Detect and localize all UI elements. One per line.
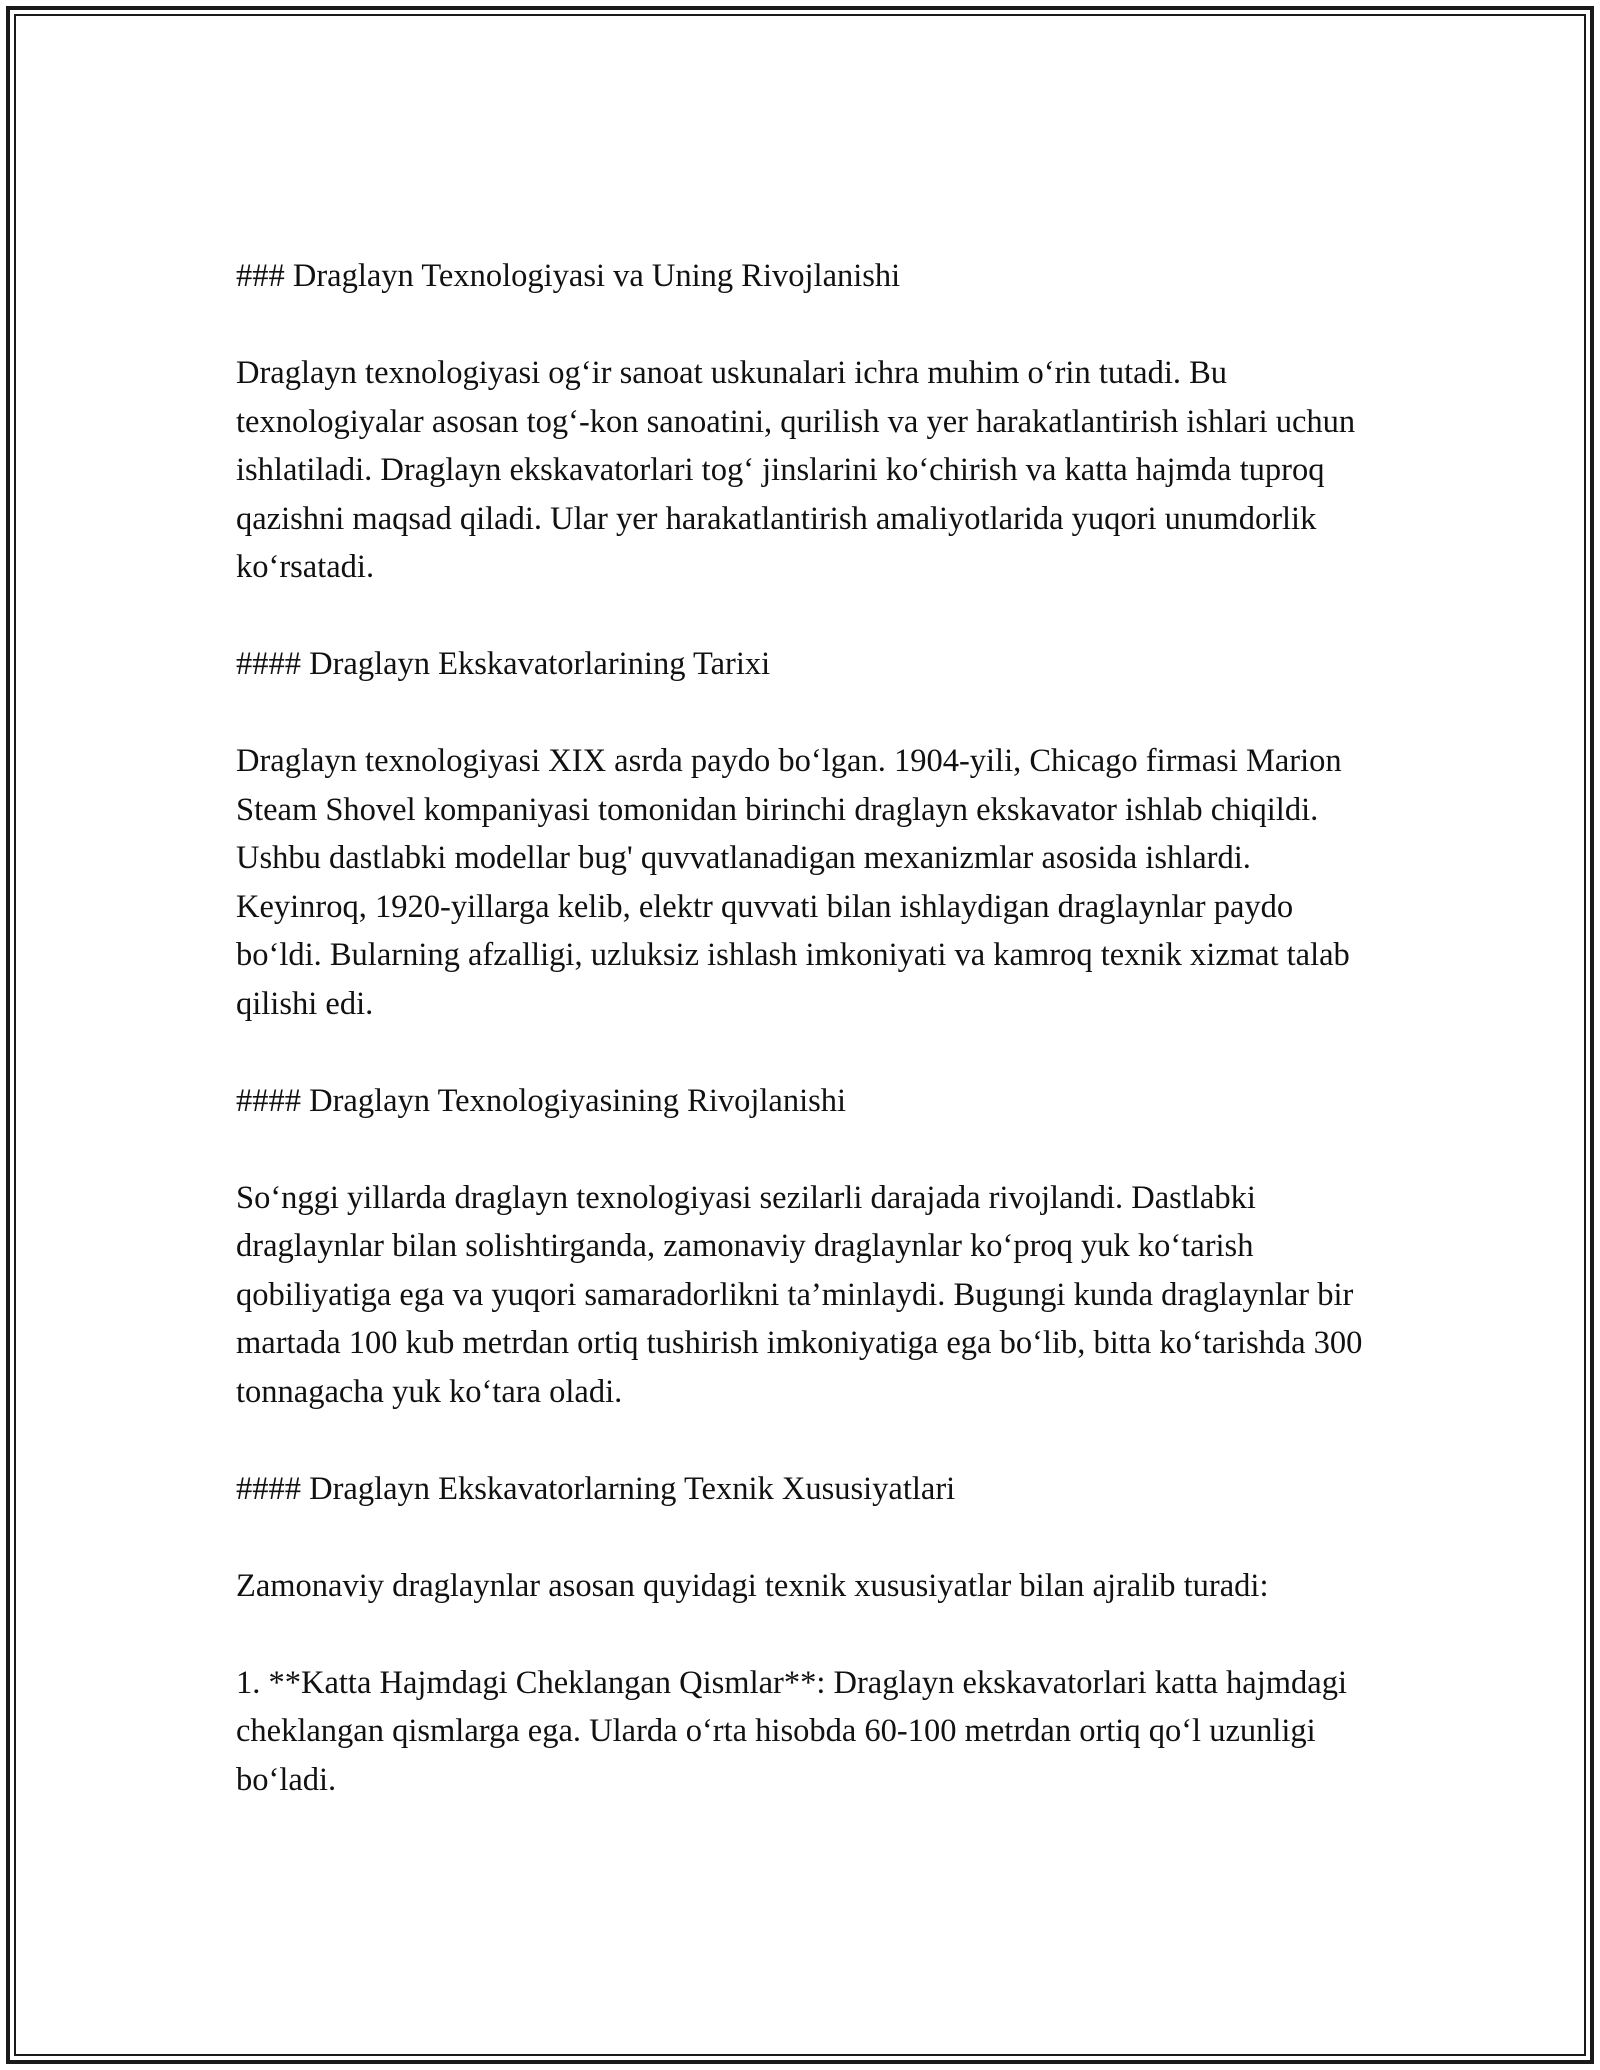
development-heading: #### Draglayn Texnologiyasining Rivojlanishi (236, 1082, 847, 1119)
specs-intro-paragraph: Zamonaviy draglaynlar asosan quyidagi texnik xususiyatlar bilan ajralib turadi: (236, 1567, 1269, 1604)
history-heading: #### Draglayn Ekskavatorlarining Tarixi (236, 646, 771, 682)
development-paragraph: So‘nggi yillarda draglayn texnologiyasi sezilarli darajada rivojlandi. Dastlabki draglaynlar bilan solishtirganda, zamonaviy draglaynlar ko‘proq yuk ko‘tarish qobiliyatiga ega va yuqori samaradorlikni ta’minlaydi. Bugungi kunda draglaynlar bir martada 100 kub metrdan ortiq tushirish imkoniyatiga ega bo‘lib, bitta ko‘tarishda 300 tonnagacha yuk ko‘tara oladi. (236, 1179, 1363, 1410)
main-heading: ### Draglayn Texnologiyasi va Uning Rivojlanishi (236, 258, 901, 294)
specs-heading: #### Draglayn Ekskavatorlarning Texnik Xususiyatlari (236, 1470, 956, 1507)
history-paragraph: Draglayn texnologiyasi XIX asrda paydo bo‘lgan. 1904-yili, Chicago firmasi Marion Steam Shovel kompaniyasi tomonidan birinchi draglayn ekskavator ishlab chiqildi. Ushbu dastlabki modellar bug' quvvatlanadigan mexanizmlar asosida ishlardi. Keyinroq, 1920-yillarga kelib, elektr quvvati bilan ishlaydigan draglaynlar paydo bo‘ldi. Bularning afzalligi, uzluksiz ishlash imkoniyati va kamroq texnik xizmat talab qilishi edi. (236, 743, 1350, 1022)
document-body (236, 252, 1386, 1853)
intro-paragraph: Draglayn texnologiyasi og‘ir sanoat uskunalari ichra muhim o‘rin tutadi. Bu texnologiyalar asosan tog‘-kon sanoatini, qurilish va yer harakatlantirish ishlari uchun ishlatiladi. Draglayn ekskavatorlari tog‘ jinslarini ko‘chirish va katta hajmda tuproq qazishni maqsad qiladi. Ular yer harakatlantirish amaliyotlarida yuqori unumdorlik ko‘rsatadi. (236, 355, 1356, 585)
specs-list-item-1: 1. **Katta Hajmdagi Cheklangan Qismlar**: Draglayn ekskavatorlari katta hajmdagi cheklangan qismlarga ega. Ularda o‘rta hisobda 60-100 metrdan ortiq qo‘l uzunligi bo‘ladi. (236, 1664, 1347, 1798)
